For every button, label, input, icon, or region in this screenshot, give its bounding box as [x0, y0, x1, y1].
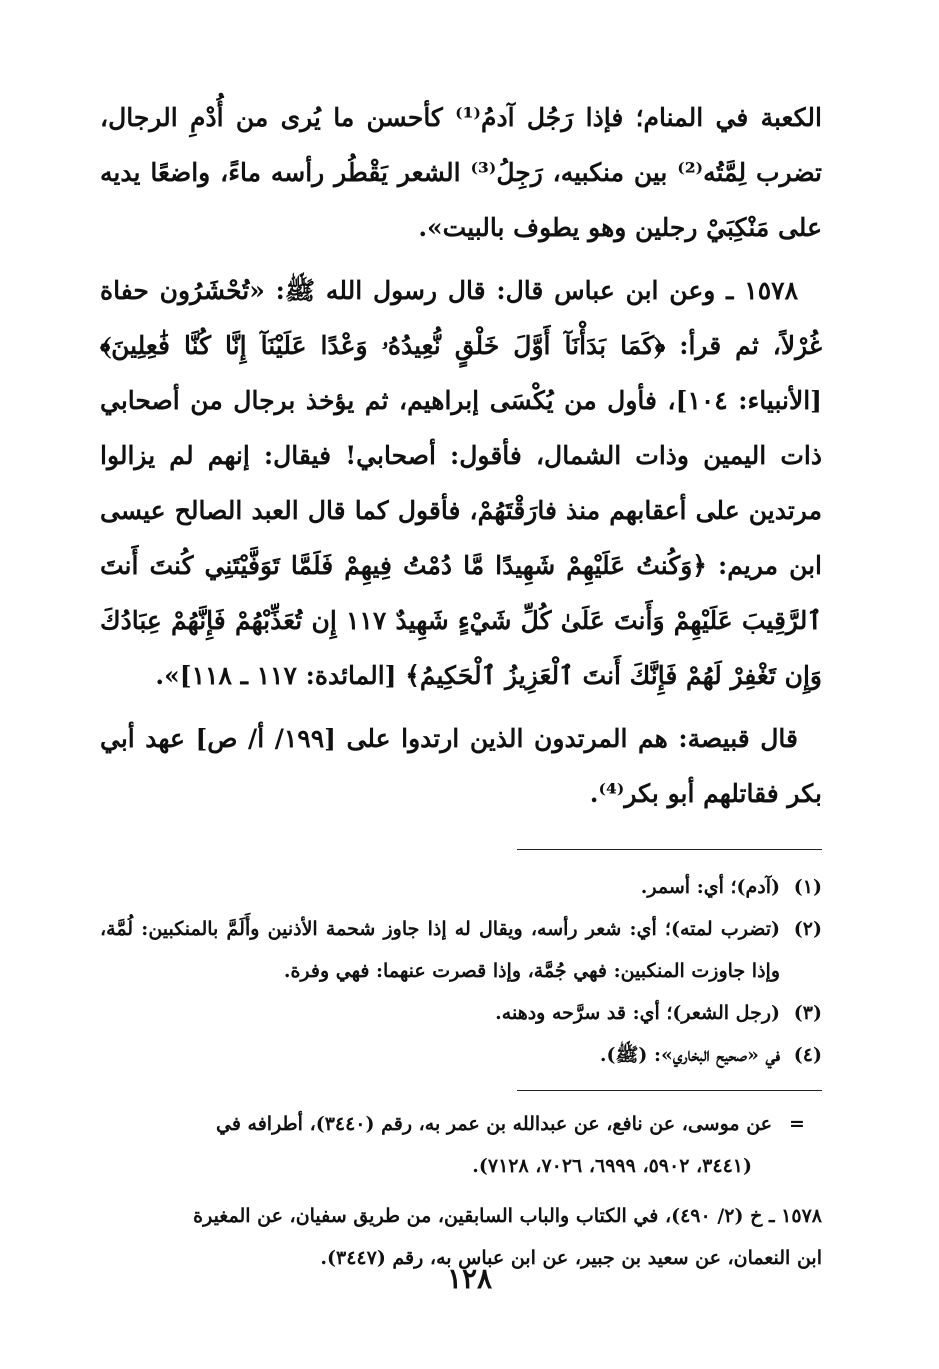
footnote-number: (٤) — [793, 1044, 822, 1066]
source-entry-line1: ١٥٧٨ ـ خ (٢/ ٤٩٠)، في الكتاب والباب السابقين، من طريق سفيان، عن المغيرة — [193, 1205, 822, 1227]
footnote-item — [100, 908, 822, 992]
footnote-text: (تضرب لمته)؛ أي: شعر رأسه، ويقال له إذا جاوز شحمة الأذنين وأَلَمَّ بالمنكبين: لُمَّة، وإذا جاوزت المنكبين: فهي جُمَّة، وإذا قصرت عنهما: فهي وفرة. — [100, 918, 780, 982]
footnote-item — [100, 992, 822, 1034]
page-number: ١٢٨ — [446, 1262, 493, 1295]
continuation-marker: = — [789, 1113, 805, 1135]
source-continuation-line1: عن موسى، عن نافع، عن عبدالله بن عمر به، رقم (٣٤٤٠)، أطرافه في — [215, 1113, 772, 1135]
footnote-item — [100, 1034, 822, 1076]
sources-divider — [517, 1090, 822, 1091]
page-body — [100, 90, 822, 1279]
footnote-number: (٣) — [793, 1002, 822, 1024]
footnote-divider — [517, 849, 822, 850]
paragraph-qabisa: قال قبيصة: هم المرتدون الذين ارتدوا على [١٩٩/ أ/ ص] عهد أبي بكر فقاتلهم أبو بكر⁽⁴⁾. — [100, 724, 822, 808]
paragraph-hadith-1578: ١٥٧٨ ـ وعن ابن عباس قال: قال رسول الله ﷺ: «تُحْشَرُون حفاة غُرْلاً، ثم قرأ: ﴿كَمَا بَدَأْنَآ أَوَّلَ خَلْقٍ نُّعِيدُهُۥ وَعْدًا عَلَيْنَآ إِنَّا كُنَّا فَٰعِلِينَ﴾ [الأنبياء: ١٠٤]، فأول من يُكْسَى إبراهيم، ثم يؤخذ برجال من أصحابي ذات اليمين وذات الشمال، فأقول: أصحابي! فيقال: إنهم لم يزالوا مرتدين على أعقابهم منذ فارَقْتَهُمْ، فأقول كما قال العبد الصالح عيسى ابن مريم: ﴿وَكُنتُ عَلَيْهِمْ شَهِيدًا مَّا دُمْتُ فِيهِمْ فَلَمَّا تَوَفَّيْتَنِي كُنتَ أَنتَ ٱلرَّقِيبَ عَلَيْهِمْ وَأَنتَ عَلَىٰ كُلِّ شَيْءٍ شَهِيدٌ ١١٧ إِن تُعَذِّبْهُمْ فَإِنَّهُمْ عِبَادُكَ وَإِن تَغْفِرْ لَهُمْ فَإِنَّكَ أَنتَ ٱلْعَزِيزُ ٱلْحَكِيمُ﴾ [المائدة: ١١٧ ـ ١١٨]». — [100, 276, 822, 690]
footnote-text: (رجل الشعر)؛ أي: قد سرَّحه ودهنه. — [495, 1002, 780, 1024]
source-continuation — [100, 1103, 822, 1145]
footnote-text: في «صحيح البخاري»: (ﷺ). — [599, 1044, 780, 1066]
footnote-text: (آدم)؛ أي: أسمر. — [640, 876, 780, 898]
paragraph-1: الكعبة في المنام؛ فإذا رَجُل آدمُ⁽¹⁾ كأحسن ما يُرى من أُدْمِ الرجال، تضرب لِمَّتُه⁽²⁾ بين منكبيه، رَجِلُ⁽³⁾ الشعر يَقْطُر رأسه ماءً، واضعًا يديه على مَنْكِبَيْ رجلين وهو يطوف بالبيت». — [100, 103, 822, 242]
footnotes — [100, 866, 822, 1076]
source-entry-line2: ابن النعمان، عن سعيد بن جبير، عن ابن عباس به، رقم (٣٤٤٧). — [320, 1247, 822, 1269]
footnote-item — [100, 866, 822, 908]
sources — [100, 1103, 822, 1279]
source-continuation-line2: (٣٤٤١، ٥٩٠٢، ٦٩٩٩، ٧٠٢٦، ٧١٢٨). — [472, 1155, 752, 1177]
footnote-number: (١) — [793, 876, 822, 898]
main-text — [100, 90, 822, 821]
footnote-number: (٢) — [793, 918, 822, 940]
